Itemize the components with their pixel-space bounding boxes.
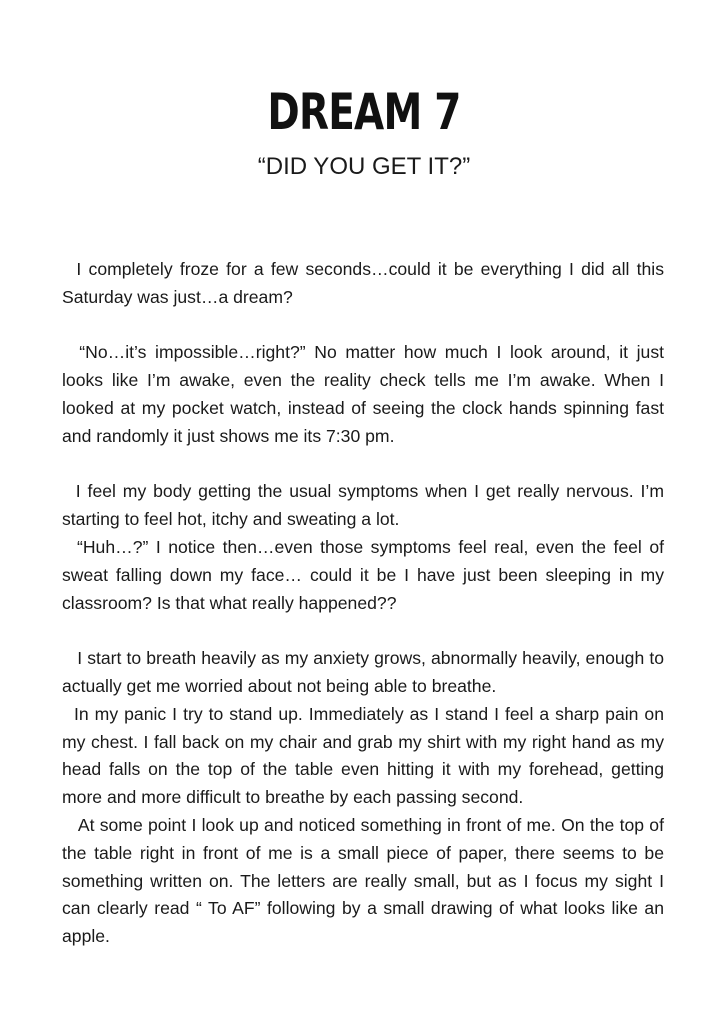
paragraph: I start to breath heavily as my anxiety grows, abnormally heavily, enough to actually get me worried about not being able to breathe.: [62, 648, 669, 696]
paragraph: In my panic I try to stand up. Immediately as I stand I feel a sharp pain on my chest. I fall back on my chair and grab my shirt with my right hand as my head falls on the top of the table even hitting it with my forehead, getting more and more difficult to breathe by each passing second.: [62, 703, 669, 808]
paragraph: I feel my body getting the usual symptoms when I get really nervous. I’m starting to feel hot, itchy and sweating a lot.: [62, 481, 669, 530]
paragraph: I completely froze for a few seconds…could it be everything I did all this Saturday was just…a dream?: [62, 259, 669, 307]
paragraph: “Huh…?” I notice then…even those symptoms feel real, even the feel of sweat falling down my face… could it be I have just been sleeping in my classroom? Is that what really happened??: [62, 536, 669, 613]
chapter-subtitle: “DID YOU GET IT?”: [257, 153, 471, 180]
paragraph: At some point I look up and noticed something in front of me. On the top of the table right in front of me is a small piece of paper, there seems to be something written on. The letters are really small, but as I focus my sight I can clearly read “ To AF” following by a small drawing of what looks like an apple.: [62, 814, 669, 947]
chapter-body: [62, 256, 669, 951]
chapter-title: DREAM 7: [267, 83, 461, 141]
paragraph: “No…it’s impossible…right?” No matter how much I look around, it just looks like I’m awake, even the reality check tells me I’m awake. When I looked at my pocket watch, instead of seeing the clock hands spinning fast and randomly it just shows me its 7:30 pm.: [62, 342, 669, 446]
